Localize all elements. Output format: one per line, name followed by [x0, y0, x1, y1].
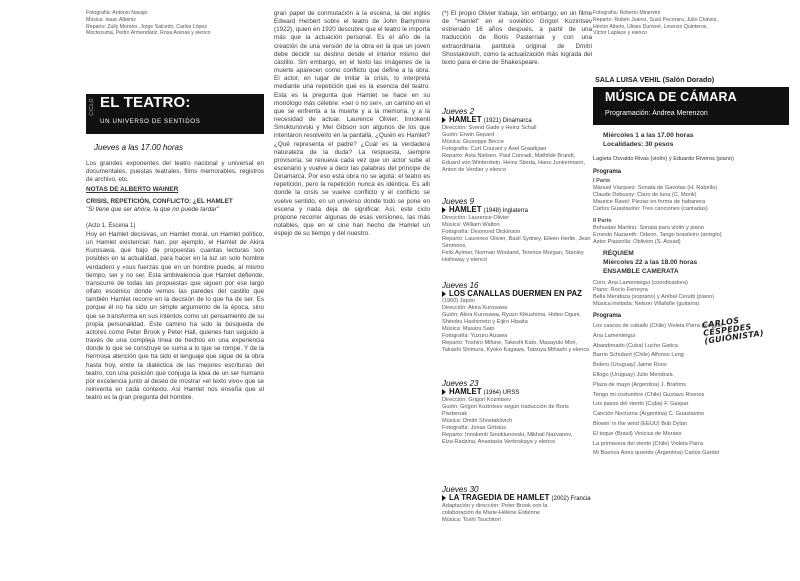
film-year: (1964) URSS — [483, 390, 520, 397]
banner-subtitle: Programación: Andrea Merenzon — [605, 110, 708, 117]
film-credit: Reparto: Laurence Olivier, Basil Sydney, Eileen Herlie, Jean Simmons, — [442, 236, 591, 250]
performer-line: Coro: Ana Lamenteigui (coordinadora) — [593, 280, 688, 286]
film-credit: Guión: Grigori Kozintsev según traducción de Boris Pasternak — [442, 404, 569, 418]
cycle-banner — [86, 94, 264, 134]
film-credit: Fotografía: Curt Courant y Axel Graatkjaer — [442, 146, 547, 153]
film-year: (1960) Japón — [442, 298, 475, 305]
film-credit: Dirección: Grigori Kozintsev — [442, 397, 512, 404]
program-part-1 — [593, 178, 791, 213]
program-item: Bolero (Uruguay) Jaime Roos — [593, 362, 667, 369]
session-3 — [442, 282, 592, 354]
program-item: Manuel Vázquez: Sonata de Gavotas (H. Rabello) — [593, 185, 718, 191]
film-credit: Fotografía: Yuzuru Aizawa — [442, 333, 508, 340]
program-item: Abandonado (Cuba) Lucho Gatica — [593, 342, 678, 349]
program-item: Carlos Guastavino: Tres canciones (cantadas) — [593, 206, 708, 212]
film-credit: Dirección: Akira Kurosawa — [442, 305, 508, 312]
program-heading: Programa — [593, 313, 622, 319]
program-part-title: I Parte — [593, 178, 611, 184]
credit-line: Fotografía: Antonio Navajo — [86, 10, 148, 16]
requiem-ensemble: ENSAMBLE CAMERATA — [603, 268, 679, 275]
triangle-bullet-icon — [442, 495, 446, 501]
program-item: Ernesto Nazareth: Odeon, Tango brasileiro (arreglo) — [593, 232, 722, 238]
film-credit: Eduard von Winterstein, Heinz Stieda, Hans Junkermann, Anton de Verdier y elenco — [442, 160, 586, 174]
program-item: Blowin' in the wind (EEUU) Bob Dylan — [593, 420, 688, 427]
film-year: (1948) Inglaterra — [483, 208, 529, 215]
session-date: Jueves 23 — [442, 379, 479, 388]
program-item: Claude Debussy: Claro de luna (C. Monk) — [593, 192, 697, 198]
film-credit: Música: Dmitri Shostakóvich — [442, 418, 513, 425]
performer-line: Piano: Rocío Ferreyra — [593, 287, 648, 293]
program-item: Maurice Ravel: Piezas en forma de habanera — [593, 199, 706, 205]
credit-line: Reparto: Rubén Juárez, Susú Pecoraro, Julio Chávez, — [593, 16, 718, 23]
program-item: Bohuslav Martinu: Sonata para violín y piano — [593, 225, 705, 231]
banner-subtitle: UN UNIVERSO DE SENTIDOS — [100, 118, 201, 125]
film-credit: Música: Masaru Sato — [442, 326, 495, 333]
credit-line: Música: Isaac Albéniz — [86, 16, 136, 23]
article-body: Hoy en Hamlet decisivas, un Hamlet moral, un Hamlet político, un Hamlet existencial: han, por ejemplo, el Hamlet de Akira Kurosawa, que bajo de propuestas cuantas lecturas son posibles en la actualidad, para hacer en la luz un solo hombre verdadero y «sus fuerzas que en un hombre puede, al mismo tiempo, ser y no ser. Esta ambivalencia que Hamlet defiende, transcurre de todas las propuestas que siguen por ese largo olfato escénico donde vemos las paredes del castillo que también Hamlet recorre en la decisión de lo que ha de ser. Es porque él no ha sido un simple argumento de la época, sino que se transforma en sus intentos como un pensamiento de su propia personalidad. Este camino ha sido la búsqueda de actores como Peter Brook y Peter Hall, quienes han seguido a través de una compleja línea de hechos en una experiencia donde lo que se construye se suma a lo que se rompe. Y de la hermosa atención que ha sido el lenguaje que sigue de la obra hasta hoy, entre la dialéctica de las mejores escrituras del teatro, con una posición que conjuga la idea de un ser humano por excelencia junto al deseo de mostrar «el texto vivo» que se reinventa en cada contexto. Así Hamlet nos enseña que el teatro es la gran pregunta del hombre. — [86, 231, 264, 402]
film-credit: Reparto: Innokenti Smoktunovski, Mikhail Nazvanov, — [442, 432, 573, 439]
film-credit: Dirección: Svend Gade y Heinz Schall — [442, 125, 537, 132]
film-credit: Adaptación y dirección: Peter Brook con la — [442, 503, 548, 510]
session-2 — [442, 198, 592, 264]
performer-line: Música invitada: Nelson Villafañe (guitarra) — [593, 301, 700, 307]
requiem-title: RÉQUIEM — [603, 250, 634, 257]
session-date: Jueves 30 — [442, 485, 479, 494]
film-credit: Reparto: Asta Nielsen, Paul Conradi, Mathilde Brandt, — [442, 153, 576, 160]
film-title: HAMLET — [449, 115, 482, 125]
requiem-performers — [593, 280, 791, 308]
film-credit: Música: William Walton — [442, 222, 500, 229]
program-part-2 — [593, 218, 791, 246]
article-body-continued: gran papel de conmutación a la escena, la del inglés Edward Herbert sobre el teatro de John Barrymore (1922), quien en 1920 descubre que el teatro le importa más que la actuación personal. Es el año de la creación de una versión de la obra en la que un joven debe decidir su destino desde el interior mismo del castillo. Sin embargo, en el texto las imágenes de la muerte aparecen como conflicto que define a la obra. El actor, en lugar de imitar la crisis, lo interpreta mediante una repetición que es la esencia del teatro. Esta es la pregunta que Hamlet se hace en su monólogo más célebre: «ser o no ser», un camino en el que se enfrenta a la muerte y a la memoria, y a la necesidad de actuar. Laurence Olivier, Innokenti Smoktunovski y Mel Gibson son algunos de los que intentaron resolverlo en la pantalla. ¿Quién es Hamlet? ¿Qué representa el padre? ¿Cuál es la verdadera naturaleza de la duda? La respuesta, siempre provisoria, se renueva cada vez que un actor sube al escenario y vuelve a decir las palabras del príncipe de Dinamarca. Por eso esta obra no se agota: el teatro es repetición, pero la repetición nunca es idéntica. Es allí donde la crisis se vuelve conflicto y el conflicto se vuelve sentido, en un universo donde todo se pone en escena y nada deja de significar. Así, este ciclo propone recorrer algunas de esas versiones, las más notables, que en el cine han hecho de Hamlet un espejo de su tiempo y del nuestro. — [274, 10, 430, 238]
program-item: Los pasos del viento (Cuba) F. Gaspar — [593, 401, 689, 408]
session-date: Jueves 16 — [442, 281, 479, 290]
program-item: Mi Buenos Aires querido (Argentina) Carlos Gardel — [593, 450, 719, 457]
film-credit: Fotografía: Jonas Gritsius — [442, 425, 507, 432]
film-credit: Takashi Shimura, Kyoko Kagawa, Tatsuya Mihashi y elenco — [442, 347, 590, 354]
handwritten-annotation: CARLOS CÉSPEDES (GUIÓNISTA) — [701, 315, 765, 346]
film-credit: Guión: Akira Kurosawa, Ryuzo Kikushima, Hideo Oguni, — [442, 312, 581, 319]
film-year: (1921) Dinamarca — [483, 118, 532, 125]
triangle-bullet-icon — [442, 207, 446, 213]
credit-line: Reparto: Zully Moreno, Jorge Salcedo, Carlos López — [86, 23, 207, 30]
banner-title: EL TEATRO: — [100, 94, 191, 111]
program-item: Ellogo (Uruguay) Julio Mendoza — [593, 371, 673, 378]
session-date: Jueves 2 — [442, 107, 475, 116]
quote-ref: (Acto 1, Escena 1) — [86, 223, 136, 229]
session-5 — [442, 486, 592, 524]
film-title: HAMLET — [449, 205, 482, 215]
program-item: Tengo mi costumbre (Chile) Gustavo Riveros — [593, 391, 705, 398]
music-banner — [593, 87, 789, 125]
credit-line: Víctor Laplace y elenco — [593, 30, 647, 37]
film-credit: Música: Giuseppe Becce — [442, 139, 504, 146]
notes-title: NOTAS DE ALBERTO WAINER — [86, 186, 179, 193]
concert-performers: Lagieta Osvaldo Rivas (violín) y Eduardo Riveros (piano) — [593, 156, 734, 162]
program-item: El toque (Brasil) Vinicius de Moraes — [593, 430, 682, 437]
film-credit: Elza Radzina, Anastasia Vertinskaya y elenco — [442, 439, 556, 446]
program-item: Los cascos de caballo (Chile) Violeta Parra (arreglo) — [593, 323, 723, 329]
cycle-schedule: Jueves a las 17.00 horas — [94, 143, 183, 152]
requiem-schedule: Miércoles 22 a las 18.00 horas — [603, 259, 698, 266]
program-item: Canción Nocturna (Argentina) C. Guastavino — [593, 411, 704, 418]
film-year: (2002) Francia — [551, 496, 591, 503]
triangle-bullet-icon — [442, 291, 446, 297]
footnote: (*) El propio Olivier trabaja, sin embargo, en un filme de "Hamlet" en el soviético Grigori Kozintsev estrenado 16 años después, a partir de una traducción de Boris Pasternak y con una extraordinaria partitura original de Dmitri Shostakóvich, como la actualización más lograda del texto para el cine de Shakespeare. — [442, 10, 592, 66]
credit-line: Moctezuma, Pedro Armendáriz, Rosa Arenas y elenco — [86, 30, 211, 37]
film-credit: Felix Aylmer, Norman Wooland, Terence Morgan, Stanley Holloway y elenco — [442, 250, 584, 264]
session-1 — [442, 108, 592, 174]
film-title: LA TRAGEDIA DE HAMLET — [449, 493, 550, 503]
program-item: Ana Lamenteigui — [593, 332, 635, 339]
requiem-program — [593, 322, 791, 459]
program-item: La primavera del viento (Chile) Violeta Parra — [593, 440, 703, 447]
film-credit: Shinobu Hashimoto y Eijiro Hisaita — [442, 319, 528, 326]
col1-credits — [86, 10, 264, 37]
banner-title: MÚSICA DE CÁMARA — [605, 90, 737, 104]
col4-credits — [593, 10, 791, 37]
section-title: CRISIS, REPETICIÓN, CONFLICTO: ¿EL HAMLET — [86, 198, 233, 205]
quote: "Si tiene que ser ahora, la que no puede tardar" — [86, 206, 219, 213]
triangle-bullet-icon — [442, 389, 446, 395]
program-part-title: II Parte — [593, 218, 612, 224]
film-credit: Dirección: Laurence Olivier — [442, 215, 510, 222]
cycle-intro: Los grandes exponentes del teatro nacional y universal en documentales, puestas teatrales, films memorables, registros de archivo, etc. — [86, 160, 264, 184]
film-credit: colaboración de Marie-Hélène Estienne — [442, 510, 540, 517]
banner-side-label: CICLO — [89, 98, 95, 116]
concert-schedule: Miércoles 1 a las 17.00 horas — [603, 132, 694, 139]
credit-line: Fotografía: Roberto Minervini — [593, 10, 661, 16]
program-item: Plaza de mayo (Argentina) J. Brahms — [593, 381, 686, 388]
triangle-bullet-icon — [442, 117, 446, 123]
session-date: Jueves 9 — [442, 197, 475, 206]
credit-line: Héctor Alterio, Ulises Dumont, Lorenzo Quinteros, — [593, 23, 708, 30]
performer-line: Bella Mendoza (soprano) y Aníbal Cerutti (piano) — [593, 294, 714, 300]
venue-label: SALA LUISA VEHIL (Salón Dorado) — [595, 75, 715, 84]
concert-price: Localidades: 30 pesos — [603, 141, 674, 148]
film-title: LOS CANALLAS DUERMEN EN PAZ — [449, 289, 582, 299]
session-4 — [442, 380, 592, 446]
program-item: Barrio Schubert (Chile) Alfonso Leng — [593, 352, 684, 359]
program-item: Astor Piazzolla: Oblivion (S. Assad) — [593, 239, 681, 245]
film-title: HAMLET — [449, 387, 482, 397]
film-credit: Música: Toshi Tsuchitori — [442, 517, 501, 524]
film-credit: Reparto: Toshiro Mifune, Takeshi Kato, Masayuki Mori, — [442, 340, 578, 347]
program-heading: Programa — [593, 169, 622, 175]
film-credit: Guión: Erwin Gepard — [442, 132, 495, 139]
film-credit: Fotografía: Desmond Dickinson — [442, 229, 521, 236]
